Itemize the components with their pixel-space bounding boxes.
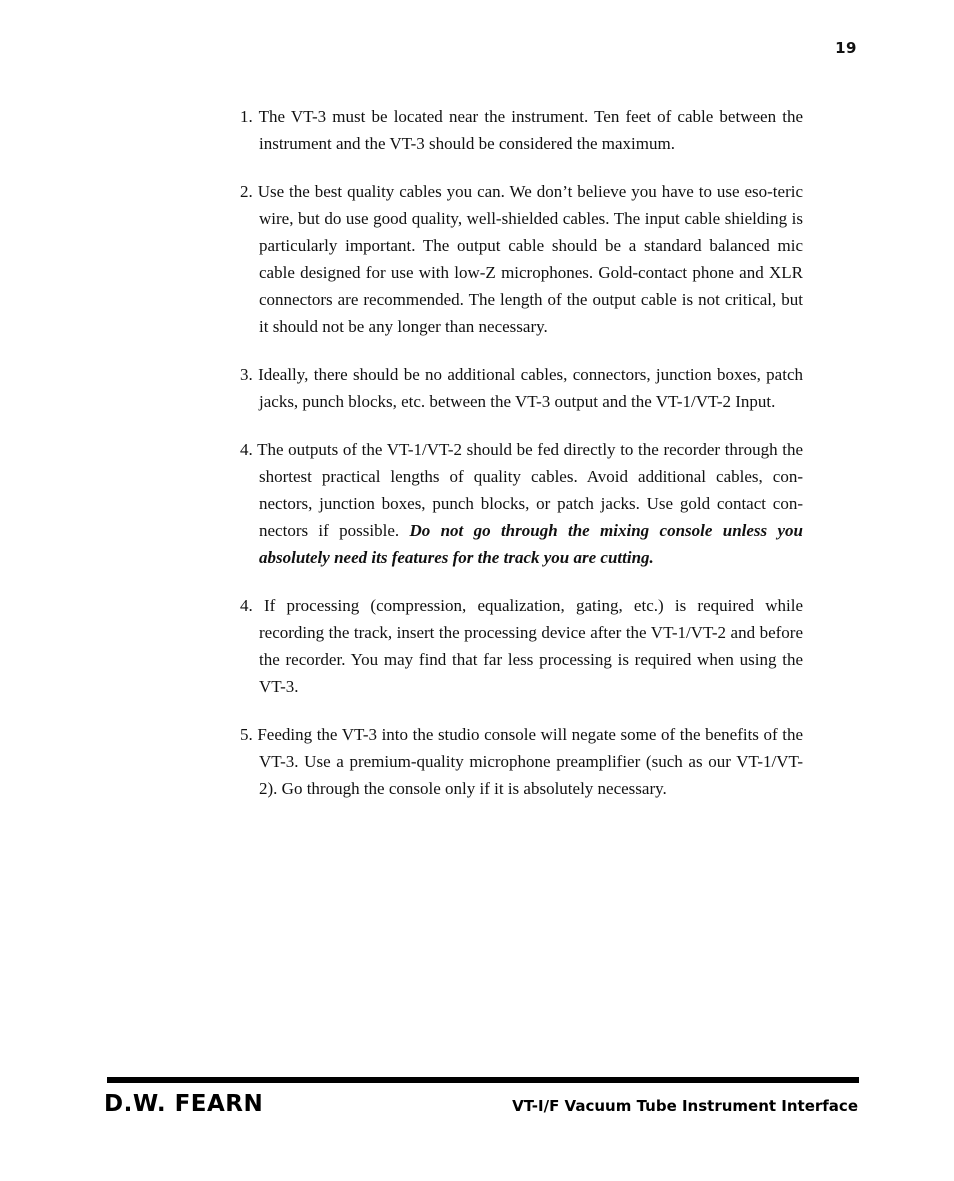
item-number: 3. <box>240 365 253 384</box>
item-text: If processing (compression, equalization, gating, etc.) is required while recording the track, insert the processing device after the VT-1/VT-2 and before the recorder. You may find that far less processing is required when using the VT-3. <box>259 596 804 696</box>
item-text: Feeding the VT-3 into the studio console will negate some of the benefits of the VT-3. Use a premium-quality microphone preamplifier (such as our VT-1/VT-2). Go through the console only if it is absolutely necessary. <box>257 725 804 798</box>
item-number: 2. <box>240 182 253 201</box>
list-item <box>240 592 803 700</box>
list-item <box>240 178 803 340</box>
list-item <box>240 103 803 157</box>
item-number: 1. <box>240 107 253 126</box>
instruction-list <box>240 103 803 823</box>
item-number: 5. <box>240 725 253 744</box>
page-number: 19 <box>835 39 857 57</box>
item-text: Use the best quality cables you can. We don’t believe you have to use eso-teric wire, but do use good quality, well-shielded cables. The input cable shielding is particularly important. The output cable should be a standard balanced mic cable designed for use with low-Z microphones. Gold-contact phone and XLR connectors are recommended. The length of the output cable is not critical, but it should not be any longer than necessary. <box>257 182 803 336</box>
list-item <box>240 436 803 571</box>
list-item <box>240 361 803 415</box>
item-text: The VT-3 must be located near the instrument. Ten feet of cable between the instrument and the VT-3 should be considered the maximum. <box>258 107 803 153</box>
item-number: 4. <box>240 596 253 615</box>
document-title: VT-I/F Vacuum Tube Instrument Interface <box>512 1097 858 1115</box>
brand-logo: D.W. FEARN <box>104 1091 264 1117</box>
list-item <box>240 721 803 802</box>
item-number: 4. <box>240 440 253 459</box>
item-emphasis: Do not go through the mixing console unless you absolutely need its features for the track you are cutting. <box>259 521 803 567</box>
item-text: Ideally, there should be no additional cables, connectors, junction boxes, patch jacks, punch blocks, etc. between the VT-3 output and the VT-1/VT-2 Input. <box>258 365 803 411</box>
footer-divider <box>107 1077 859 1083</box>
item-text: The outputs of the VT-1/VT-2 should be fed directly to the recorder through the shortest practical lengths of quality cables. Avoid additional cables, con-nectors, junction boxes, punch blocks, or patch jacks. Use gold contact con-nectors if possible. <box>257 440 804 540</box>
